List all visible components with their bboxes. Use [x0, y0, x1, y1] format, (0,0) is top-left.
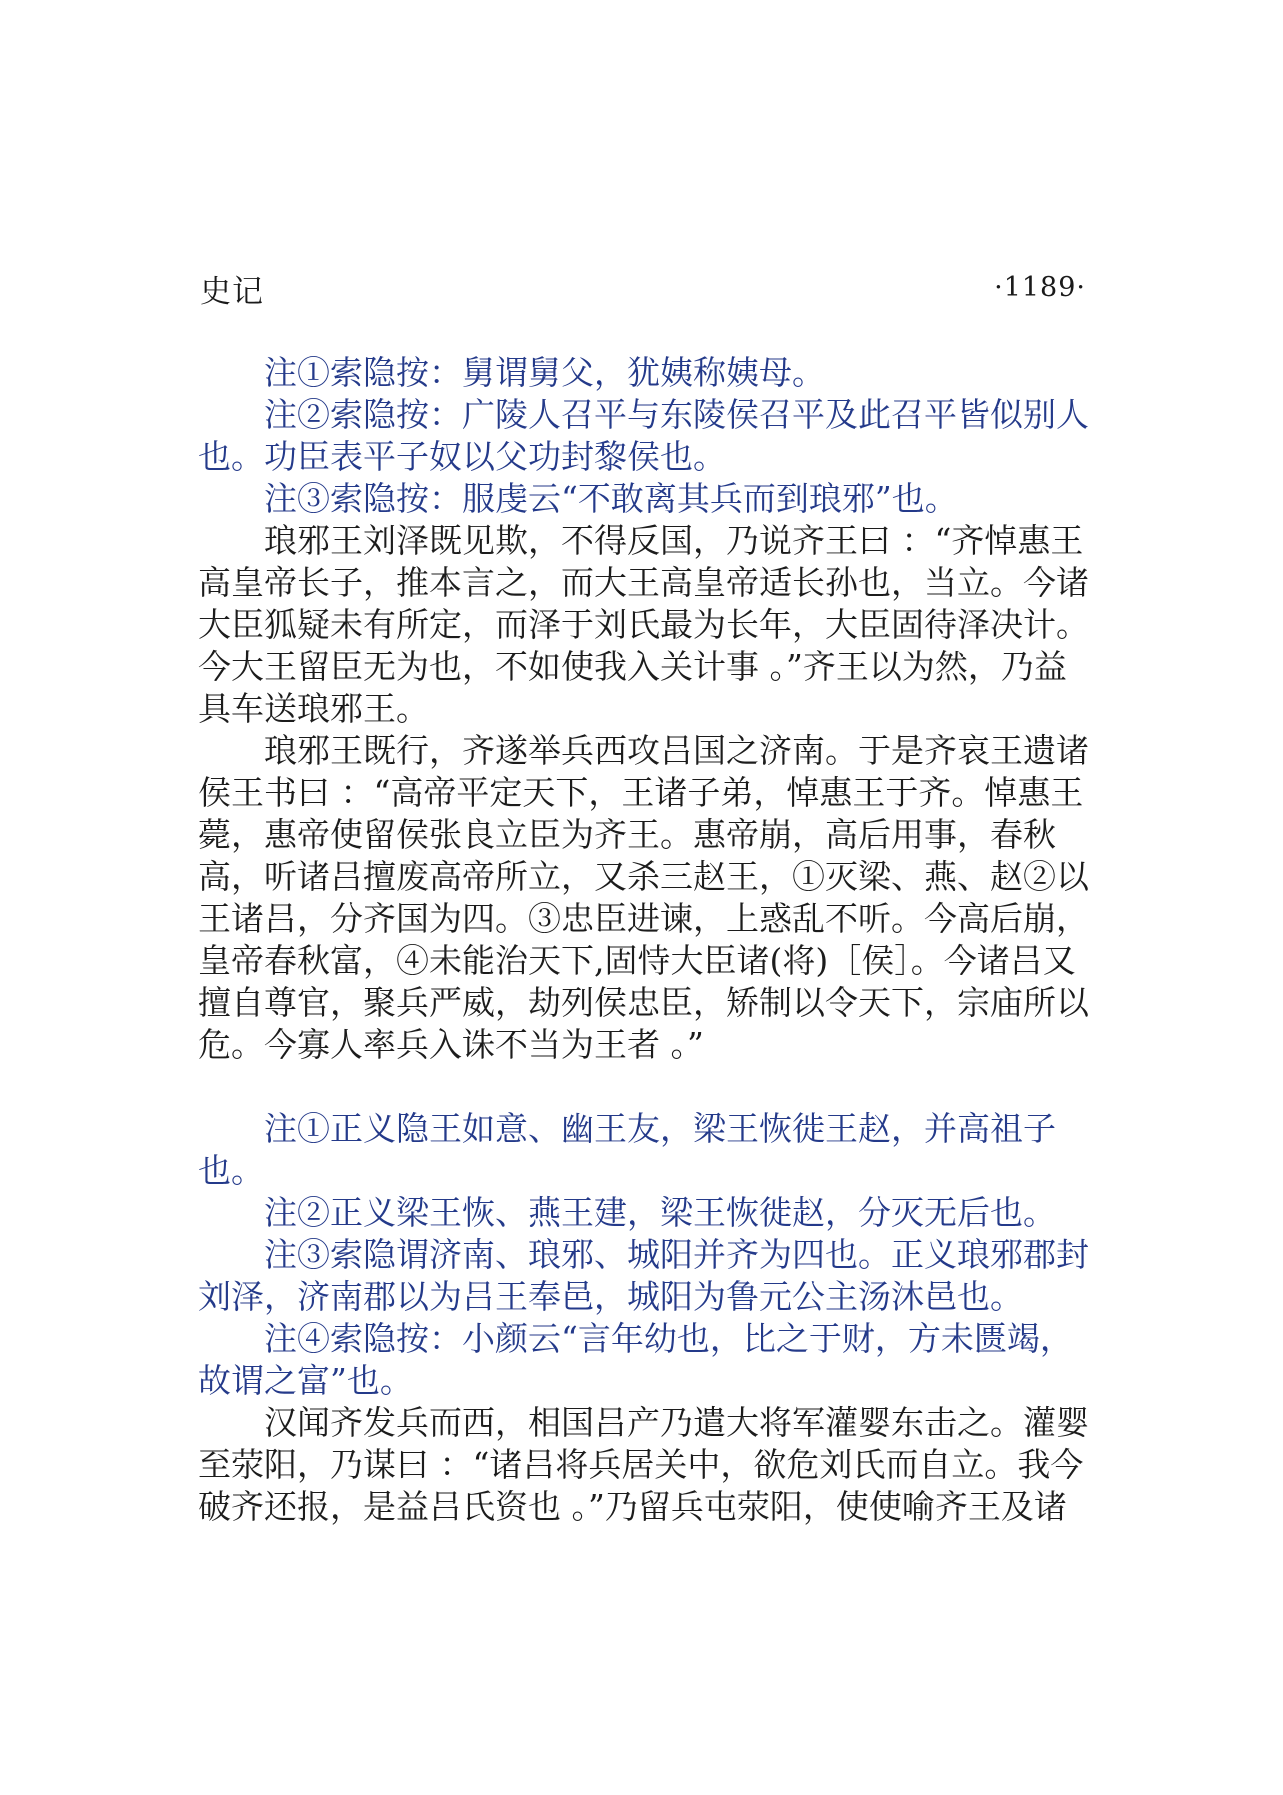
annotation-paragraph: 注①正义隐王如意、幽王友，梁王恢徙王赵，并高祖子也。 — [198, 1109, 1056, 1190]
text-body — [198, 352, 1096, 1528]
annotation-paragraph: 注②索隐按：广陵人召平与东陵侯召平及此召平皆似别人也。功臣表平子奴以父功封黎侯也。 — [198, 395, 1089, 476]
section-gap — [198, 1066, 1096, 1108]
main-text-paragraph: 琅邪王既行，齐遂举兵西攻吕国之济南。于是齐哀王遗诸侯王书曰 ：“高帝平定天下，王诸子弟，悼惠王于齐。悼惠王薨，惠帝使留侯张良立臣为齐王。惠帝崩，高后用事，春秋高，听诸吕擅废高帝所立，又杀三赵王，①灭梁、燕、赵②以王诸吕，分齐国为四。③忠臣进谏，上惑乱不听。今高后崩，皇帝春秋富，④未能治天下,固恃大臣诸(将)［侯］。今诸吕又擅自尊官，聚兵严威，劫列侯忠臣，矫制以令天下，宗庙所以危。今寡人率兵入诛不当为王者 。” — [198, 731, 1089, 1064]
annotation-paragraph: 注②正义梁王恢、燕王建，梁王恢徙赵，分灭无后也。 — [264, 1193, 1056, 1232]
annotation-paragraph: 注③索隐按：服虔云“不敢离其兵而到琅邪”也。 — [264, 479, 958, 518]
main-text-paragraph: 汉闻齐发兵而西，相国吕产乃遣大将军灌婴东击之。灌婴至荥阳，乃谋曰 ：“诸吕将兵居关中，欲危刘氏而自立。我今破齐还报，是益吕氏资也 。”乃留兵屯荥阳，使使喻齐王及诸 — [198, 1403, 1089, 1526]
page-number: ·1189· — [994, 272, 1086, 303]
main-text-paragraph: 琅邪王刘泽既见欺，不得反国，乃说齐王曰 ：“齐悼惠王高皇帝长子，推本言之，而大王高皇帝适长孙也，当立。今诸大臣狐疑未有所定，而泽于刘氏最为长年，大臣固待泽决计。今大王留臣无为也，不如使我入关计事 。”齐王以为然，乃益具车送琅邪王。 — [198, 521, 1089, 728]
annotation-paragraph: 注④索隐按：小颜云“言年幼也，比之于财，方未匮竭，故谓之富”也。 — [198, 1319, 1073, 1400]
book-title: 史记 — [200, 274, 264, 310]
annotation-paragraph: 注①索隐按：舅谓舅父，犹姨称姨母。 — [264, 353, 825, 392]
annotation-paragraph: 注③索隐谓济南、琅邪、城阳并齐为四也。正义琅邪郡封刘泽，济南郡以为吕王奉邑，城阳为鲁元公主汤沐邑也。 — [198, 1235, 1089, 1316]
